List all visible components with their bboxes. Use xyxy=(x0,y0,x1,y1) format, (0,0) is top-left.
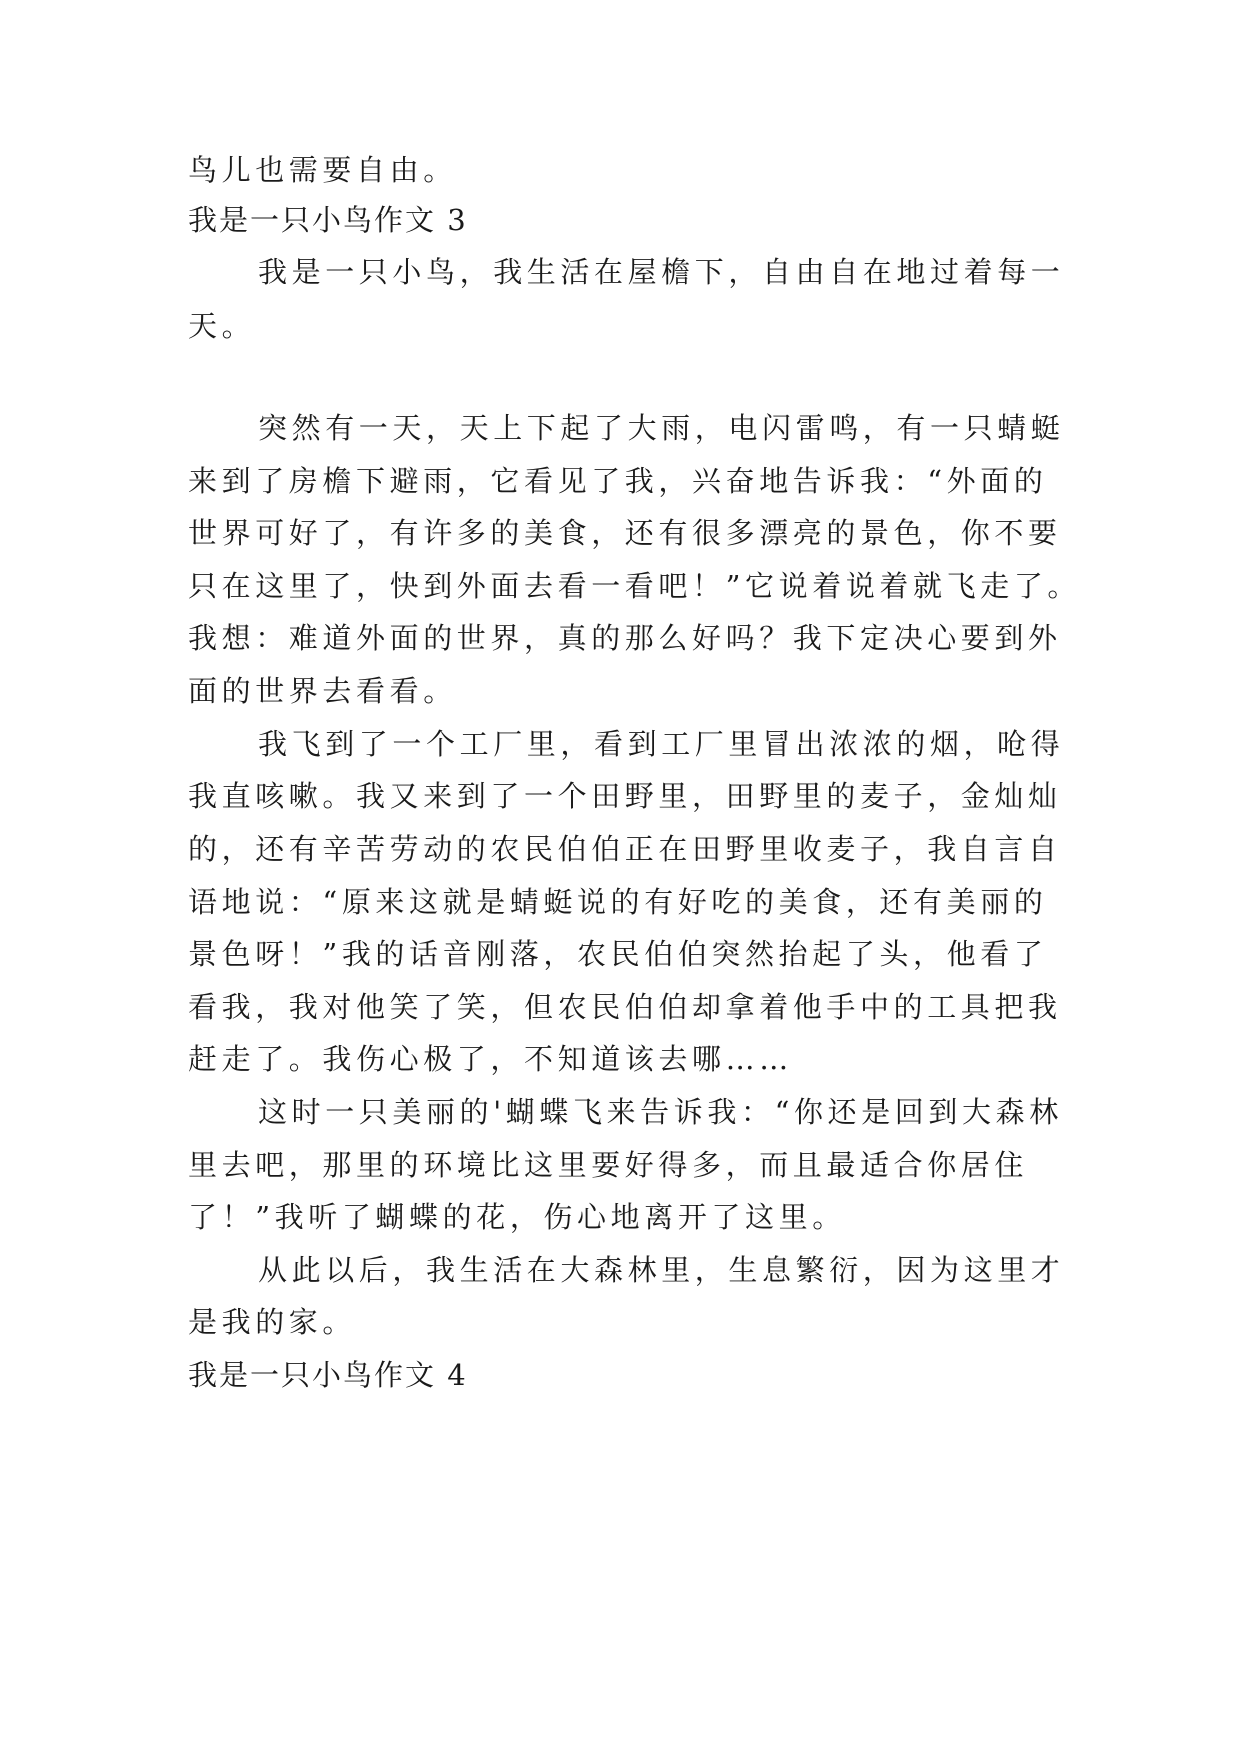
paragraph-line: 语地说：“原来这就是蜻蜓说的有好吃的美食，还有美丽的 xyxy=(188,885,1048,919)
paragraph-line: 我飞到了一个工厂里，看到工厂里冒出浓浓的烟，呛得 xyxy=(258,727,1065,761)
paragraph-line: 世界可好了，有许多的美食，还有很多漂亮的景色，你不要 xyxy=(188,516,1062,550)
paragraph-line: 我是一只小鸟，我生活在屋檐下，自由自在地过着每一 xyxy=(258,255,1065,289)
text-line: 鸟儿也需要自由。 xyxy=(188,153,457,187)
paragraph-line: 我直咳嗽。我又来到了一个田野里，田野里的麦子，金灿灿 xyxy=(188,779,1062,813)
paragraph-line: 只在这里了，快到外面去看一看吧！”它说着说着就飞走了。 xyxy=(188,569,1082,603)
paragraph-line: 天。 xyxy=(188,309,256,343)
paragraph-line: 我想：难道外面的世界，真的那么好吗？我下定决心要到外 xyxy=(188,621,1062,655)
paragraph-line: 面的世界去看看。 xyxy=(188,674,457,708)
paragraph-line: 看我，我对他笑了笑，但农民伯伯却拿着他手中的工具把我 xyxy=(188,990,1062,1024)
paragraph-line: 来到了房檐下避雨，它看见了我，兴奋地告诉我：“外面的 xyxy=(188,464,1048,498)
paragraph-line: 从此以后，我生活在大森林里，生息繁衍，因为这里才 xyxy=(258,1253,1065,1287)
paragraph-line: 了！”我听了蝴蝶的花，伤心地离开了这里。 xyxy=(188,1200,846,1234)
paragraph-line: 是我的家。 xyxy=(188,1305,357,1339)
paragraph-line: 里去吧，那里的环境比这里要好得多，而且最适合你居住 xyxy=(188,1148,1029,1182)
section-heading: 我是一只小鸟作文 3 xyxy=(188,203,468,237)
paragraph-line: 的，还有辛苦劳动的农民伯伯正在田野里收麦子，我自言自 xyxy=(188,832,1062,866)
paragraph-line: 赶走了。我伤心极了，不知道该去哪…… xyxy=(188,1042,793,1076)
paragraph-line: 景色呀！”我的话音刚落，农民伯伯突然抬起了头，他看了 xyxy=(188,937,1048,971)
paragraph-line: 这时一只美丽的'蝴蝶飞来告诉我：“你还是回到大森林 xyxy=(258,1095,1063,1129)
paragraph-line: 突然有一天，天上下起了大雨，电闪雷鸣，有一只蜻蜓 xyxy=(258,411,1065,445)
section-heading: 我是一只小鸟作文 4 xyxy=(188,1358,468,1392)
